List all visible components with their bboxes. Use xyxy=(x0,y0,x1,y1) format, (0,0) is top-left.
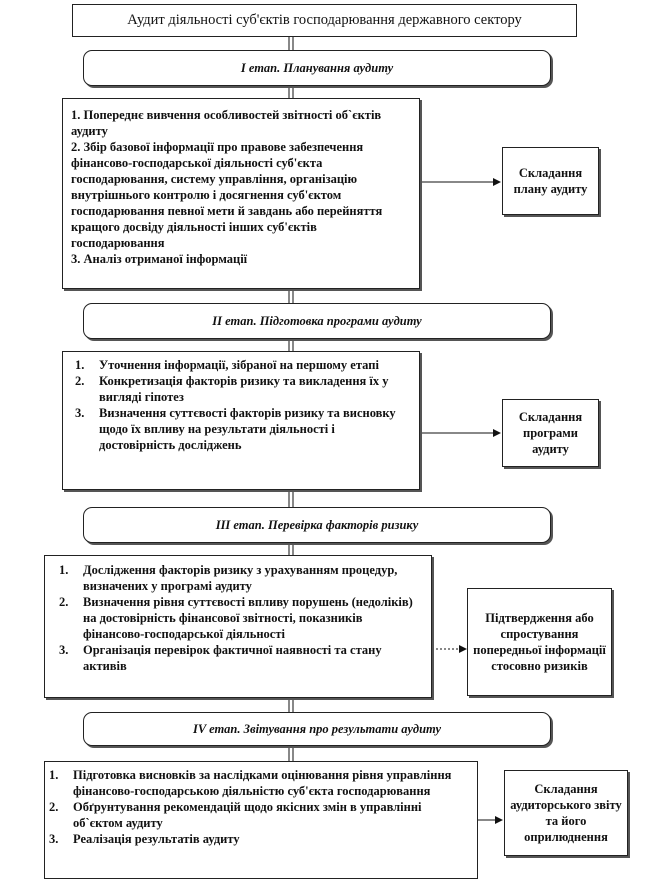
stage-3-steps: 1. Дослідження факторів ризику з урахуванням процедур, визначених у програмі аудиту 2. Визначення рівня суттєвості впливу порушень (недоліків) на достовірність фінансової звітності, показників фінансово-господарської діяльності 3. Організація перевірок фактичної наявності та стану активів xyxy=(44,555,432,698)
stage-4-result-text: Складання аудиторського звіту та його оприлюднення xyxy=(510,782,622,844)
diagram-title-text: Аудит діяльності суб'єктів господарювання державного сектору xyxy=(127,12,522,28)
stage-2-result xyxy=(502,399,599,467)
stage-3-result xyxy=(467,588,612,696)
stage-2-step-3: Визначення суттєвості факторів ризику та висновку щодо їх впливу на результати діяльності і достовірність досліджень xyxy=(99,406,396,452)
stage-2-header xyxy=(83,303,551,339)
stage-1-step-3: 3. Аналіз отриманої інформації xyxy=(71,252,248,266)
stage-4-result xyxy=(504,770,628,856)
diagram-title xyxy=(72,4,577,37)
stage-3-step-3: Організація перевірок фактичної наявності та стану активів xyxy=(83,643,382,673)
stage-1-label: І етап. Планування аудиту xyxy=(240,60,394,75)
stage-4-steps: 1. Підготовка висновків за наслідками оцінювання рівня управління фінансово-господарською діяльністю суб'єкта господарювання 2. Обґрунтування рекомендацій щодо якісних змін в управлінні об`єктом аудиту 3. Реалізація результатів аудиту xyxy=(44,761,478,879)
stage-3-label: ІІІ етап. Перевірка факторів ризику xyxy=(215,517,419,532)
stage-2-result-text: Складання програми аудиту xyxy=(518,410,583,456)
stage-4-label: ІV етап. Звітування про результати аудиту xyxy=(192,721,442,736)
stage-1-result xyxy=(502,147,599,215)
stage-2-step-2: Конкретизація факторів ризику та викладення їх у вигляді гіпотез xyxy=(99,374,389,404)
stage-4-step-1: Підготовка висновків за наслідками оцінювання рівня управління фінансово-господарською діяльністю суб'єкта господарювання xyxy=(73,768,452,798)
stage-2-step-1: Уточнення інформації, зібраної на першому етапі xyxy=(99,358,379,372)
stage-1-result-text: Складання плану аудиту xyxy=(513,166,588,196)
stage-4-header xyxy=(83,712,551,746)
stage-1-steps xyxy=(62,98,420,289)
stage-1-step-1: 1. Попереднє вивчення особливостей звітності об`єктів аудиту xyxy=(71,108,382,138)
stage-3-step-1: Дослідження факторів ризику з урахуванням процедур, визначених у програмі аудиту xyxy=(83,563,398,593)
stage-2-label: ІІ етап. Підготовка програми аудиту xyxy=(212,313,422,328)
stage-3-header xyxy=(83,507,551,543)
stage-2-steps: 1. Уточнення інформації, зібраної на першому етапі 2. Конкретизація факторів ризику та викладення їх у вигляді гіпотез 3. Визначення суттєвості факторів ризику та висновку щодо їх впливу на результати діяльності і достовірність досліджень xyxy=(62,351,420,490)
stage-3-result-text: Підтвердження або спростування попередньої інформації стосовно ризиків xyxy=(473,611,606,673)
stage-1-step-2: 2. Збір базової інформації про правове забезпечення фінансово-господарської діяльності суб'єкта господарювання, систему управління, організацію внутрішнього контролю і досягнення суб'єктом господарювання певної мети й завдань або перейняття кращого досвіду діяльності інших суб'єктів господарювання xyxy=(71,140,383,250)
stage-4-step-3: Реалізація результатів аудиту xyxy=(73,832,240,846)
stage-1-header xyxy=(83,50,551,86)
stage-4-step-2: Обґрунтування рекомендацій щодо якісних змін в управлінні об`єктом аудиту xyxy=(73,800,422,830)
stage-3-step-2: Визначення рівня суттєвості впливу порушень (недоліків) на достовірність фінансової звітності, показників фінансово-господарської діяльності xyxy=(83,595,413,641)
